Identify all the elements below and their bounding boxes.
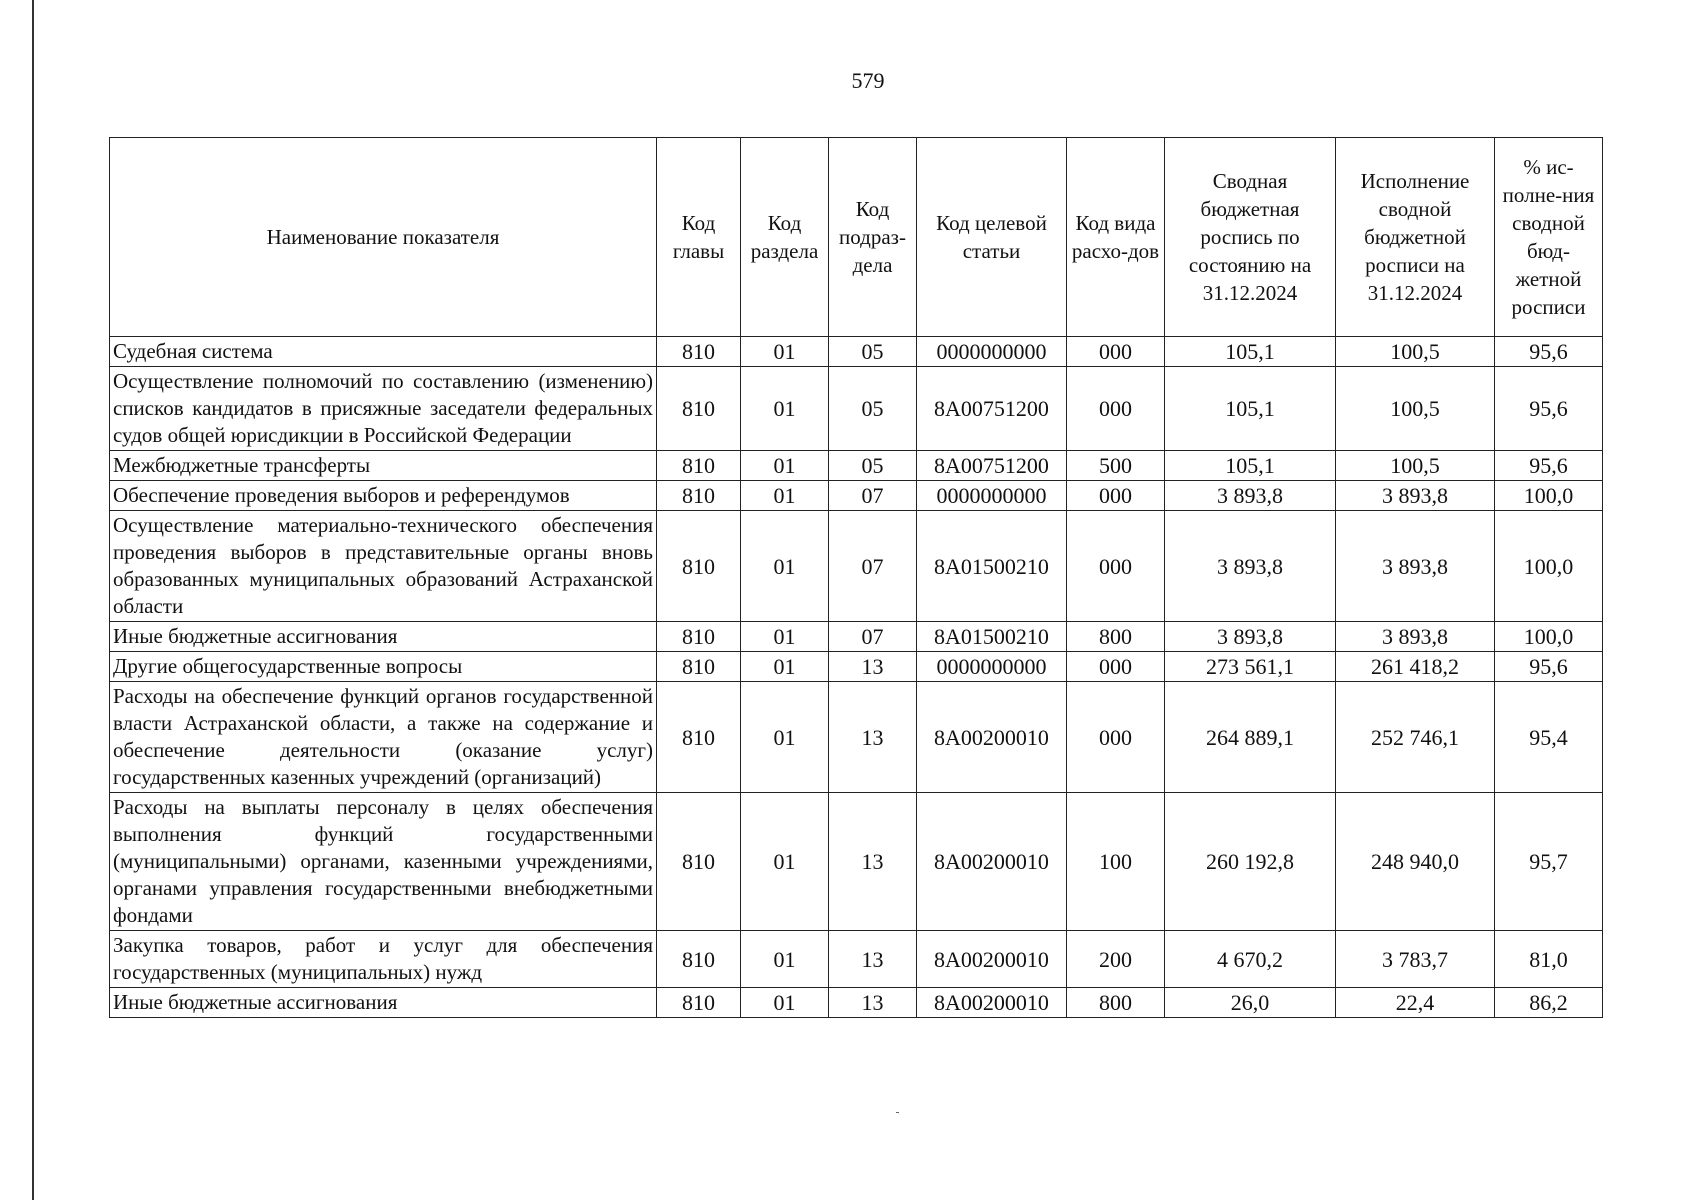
cell-svodnaya-rospis: 105,1 [1165, 337, 1336, 367]
cell-kod-celevoy-stati: 8А00751200 [917, 451, 1067, 481]
cell-kod-vida-rashodov: 800 [1067, 622, 1165, 652]
table-row [110, 481, 1603, 511]
cell-kod-glavy: 810 [657, 451, 741, 481]
cell-kod-podrazdela: 13 [829, 988, 917, 1018]
cell-name: Закупка товаров, работ и услуг для обеспечения государственных (муниципальных) нужд [110, 931, 657, 988]
cell-kod-glavy: 810 [657, 652, 741, 682]
cell-kod-glavy: 810 [657, 367, 741, 451]
cell-name: Межбюджетные трансферты [110, 451, 657, 481]
cell-kod-podrazdela: 05 [829, 451, 917, 481]
cell-kod-celevoy-stati: 0000000000 [917, 337, 1067, 367]
cell-kod-vida-rashodov: 000 [1067, 652, 1165, 682]
cell-procent-ispolneniya: 81,0 [1495, 931, 1603, 988]
cell-ispolnenie: 3 893,8 [1336, 622, 1495, 652]
header-kod-vida-rashodov: Код вида расхо-дов [1067, 138, 1165, 337]
cell-ispolnenie: 248 940,0 [1336, 793, 1495, 931]
table-row [110, 511, 1603, 622]
cell-procent-ispolneniya: 95,6 [1495, 367, 1603, 451]
cell-svodnaya-rospis: 273 561,1 [1165, 652, 1336, 682]
cell-svodnaya-rospis: 3 893,8 [1165, 622, 1336, 652]
cell-svodnaya-rospis: 3 893,8 [1165, 481, 1336, 511]
cell-svodnaya-rospis: 3 893,8 [1165, 511, 1336, 622]
scan-speck [896, 1112, 899, 1113]
cell-procent-ispolneniya: 100,0 [1495, 481, 1603, 511]
table-header-row [110, 138, 1603, 337]
cell-kod-vida-rashodov: 000 [1067, 337, 1165, 367]
cell-kod-glavy: 810 [657, 511, 741, 622]
cell-kod-vida-rashodov: 800 [1067, 988, 1165, 1018]
cell-procent-ispolneniya: 95,4 [1495, 682, 1603, 793]
header-procent-ispolneniya: % ис-полне-ния сводной бюд-жетной росписи [1495, 138, 1603, 337]
cell-kod-celevoy-stati: 8А01500210 [917, 511, 1067, 622]
cell-kod-podrazdela: 13 [829, 793, 917, 931]
cell-ispolnenie: 3 893,8 [1336, 481, 1495, 511]
cell-kod-glavy: 810 [657, 682, 741, 793]
cell-kod-glavy: 810 [657, 622, 741, 652]
page-number: 579 [851, 68, 885, 93]
cell-name: Другие общегосударственные вопросы [110, 652, 657, 682]
cell-ispolnenie: 3 783,7 [1336, 931, 1495, 988]
cell-kod-glavy: 810 [657, 793, 741, 931]
header-svodnaya-rospis: Сводная бюджетная роспись по состоянию на 31.12.2024 [1165, 138, 1336, 337]
cell-kod-glavy: 810 [657, 988, 741, 1018]
cell-ispolnenie: 261 418,2 [1336, 652, 1495, 682]
cell-kod-vida-rashodov: 000 [1067, 481, 1165, 511]
cell-kod-podrazdela: 05 [829, 337, 917, 367]
table-row [110, 988, 1603, 1018]
cell-kod-celevoy-stati: 8А00200010 [917, 793, 1067, 931]
cell-kod-celevoy-stati: 8А00200010 [917, 988, 1067, 1018]
header-kod-celevoy-stati: Код целевой статьи [917, 138, 1067, 337]
cell-kod-razdela: 01 [741, 682, 829, 793]
cell-procent-ispolneniya: 86,2 [1495, 988, 1603, 1018]
cell-kod-celevoy-stati: 8А00200010 [917, 682, 1067, 793]
cell-kod-celevoy-stati: 0000000000 [917, 481, 1067, 511]
cell-kod-glavy: 810 [657, 481, 741, 511]
cell-kod-razdela: 01 [741, 367, 829, 451]
cell-ispolnenie: 22,4 [1336, 988, 1495, 1018]
cell-kod-razdela: 01 [741, 652, 829, 682]
cell-kod-celevoy-stati: 8А00751200 [917, 367, 1067, 451]
cell-ispolnenie: 100,5 [1336, 367, 1495, 451]
cell-kod-podrazdela: 07 [829, 511, 917, 622]
cell-kod-podrazdela: 13 [829, 682, 917, 793]
cell-ispolnenie: 252 746,1 [1336, 682, 1495, 793]
cell-kod-razdela: 01 [741, 622, 829, 652]
cell-kod-vida-rashodov: 000 [1067, 682, 1165, 793]
cell-name: Судебная система [110, 337, 657, 367]
cell-ispolnenie: 3 893,8 [1336, 511, 1495, 622]
cell-kod-celevoy-stati: 8А00200010 [917, 931, 1067, 988]
header-ispolnenie: Исполнение сводной бюджетной росписи на 31.12.2024 [1336, 138, 1495, 337]
cell-kod-razdela: 01 [741, 337, 829, 367]
table-row [110, 367, 1603, 451]
table-row [110, 682, 1603, 793]
table-row [110, 451, 1603, 481]
cell-svodnaya-rospis: 26,0 [1165, 988, 1336, 1018]
header-kod-podrazdela: Код подраз-дела [829, 138, 917, 337]
cell-name: Расходы на обеспечение функций органов государственной власти Астраханской области, а также на содержание и обеспечение деятельности (оказание услуг) государственных казенных учреждений (организаций) [110, 682, 657, 793]
cell-procent-ispolneniya: 95,6 [1495, 337, 1603, 367]
cell-ispolnenie: 100,5 [1336, 337, 1495, 367]
cell-svodnaya-rospis: 105,1 [1165, 451, 1336, 481]
table-body [110, 337, 1603, 1018]
cell-procent-ispolneniya: 100,0 [1495, 622, 1603, 652]
cell-name: Осуществление материально-технического обеспечения проведения выборов в представительные органы вновь образованных муниципальных образований Астраханской области [110, 511, 657, 622]
cell-svodnaya-rospis: 264 889,1 [1165, 682, 1336, 793]
cell-procent-ispolneniya: 95,7 [1495, 793, 1603, 931]
cell-kod-razdela: 01 [741, 481, 829, 511]
header-kod-razdela: Код раздела [741, 138, 829, 337]
cell-kod-vida-rashodov: 500 [1067, 451, 1165, 481]
cell-name: Иные бюджетные ассигнования [110, 988, 657, 1018]
cell-name: Расходы на выплаты персоналу в целях обеспечения выполнения функций государственными (муниципальными) органами, казенными учреждениями, органами управления государственными внебюджетными фондами [110, 793, 657, 931]
table-row [110, 793, 1603, 931]
cell-svodnaya-rospis: 4 670,2 [1165, 931, 1336, 988]
cell-kod-razdela: 01 [741, 931, 829, 988]
table-row [110, 652, 1603, 682]
cell-kod-razdela: 01 [741, 511, 829, 622]
cell-kod-podrazdela: 13 [829, 652, 917, 682]
table-row [110, 622, 1603, 652]
cell-kod-vida-rashodov: 000 [1067, 511, 1165, 622]
cell-name: Иные бюджетные ассигнования [110, 622, 657, 652]
cell-kod-podrazdela: 07 [829, 622, 917, 652]
cell-kod-glavy: 810 [657, 931, 741, 988]
cell-kod-podrazdela: 07 [829, 481, 917, 511]
cell-name: Обеспечение проведения выборов и референдумов [110, 481, 657, 511]
cell-procent-ispolneniya: 95,6 [1495, 451, 1603, 481]
cell-procent-ispolneniya: 95,6 [1495, 652, 1603, 682]
cell-ispolnenie: 100,5 [1336, 451, 1495, 481]
budget-table [109, 137, 1603, 1018]
cell-kod-podrazdela: 13 [829, 931, 917, 988]
cell-svodnaya-rospis: 105,1 [1165, 367, 1336, 451]
cell-kod-podrazdela: 05 [829, 367, 917, 451]
cell-kod-razdela: 01 [741, 988, 829, 1018]
cell-svodnaya-rospis: 260 192,8 [1165, 793, 1336, 931]
cell-procent-ispolneniya: 100,0 [1495, 511, 1603, 622]
table-row [110, 337, 1603, 367]
cell-name: Осуществление полномочий по составлению (изменению) списков кандидатов в присяжные заседатели федеральных судов общей юрисдикции в Российской Федерации [110, 367, 657, 451]
cell-kod-razdela: 01 [741, 451, 829, 481]
header-name: Наименование показателя [110, 138, 657, 337]
cell-kod-vida-rashodov: 100 [1067, 793, 1165, 931]
cell-kod-glavy: 810 [657, 337, 741, 367]
cell-kod-razdela: 01 [741, 793, 829, 931]
page-edge-line [32, 0, 34, 1200]
header-kod-glavy: Код главы [657, 138, 741, 337]
cell-kod-vida-rashodov: 200 [1067, 931, 1165, 988]
table-row [110, 931, 1603, 988]
cell-kod-celevoy-stati: 8А01500210 [917, 622, 1067, 652]
cell-kod-vida-rashodov: 000 [1067, 367, 1165, 451]
cell-kod-celevoy-stati: 0000000000 [917, 652, 1067, 682]
